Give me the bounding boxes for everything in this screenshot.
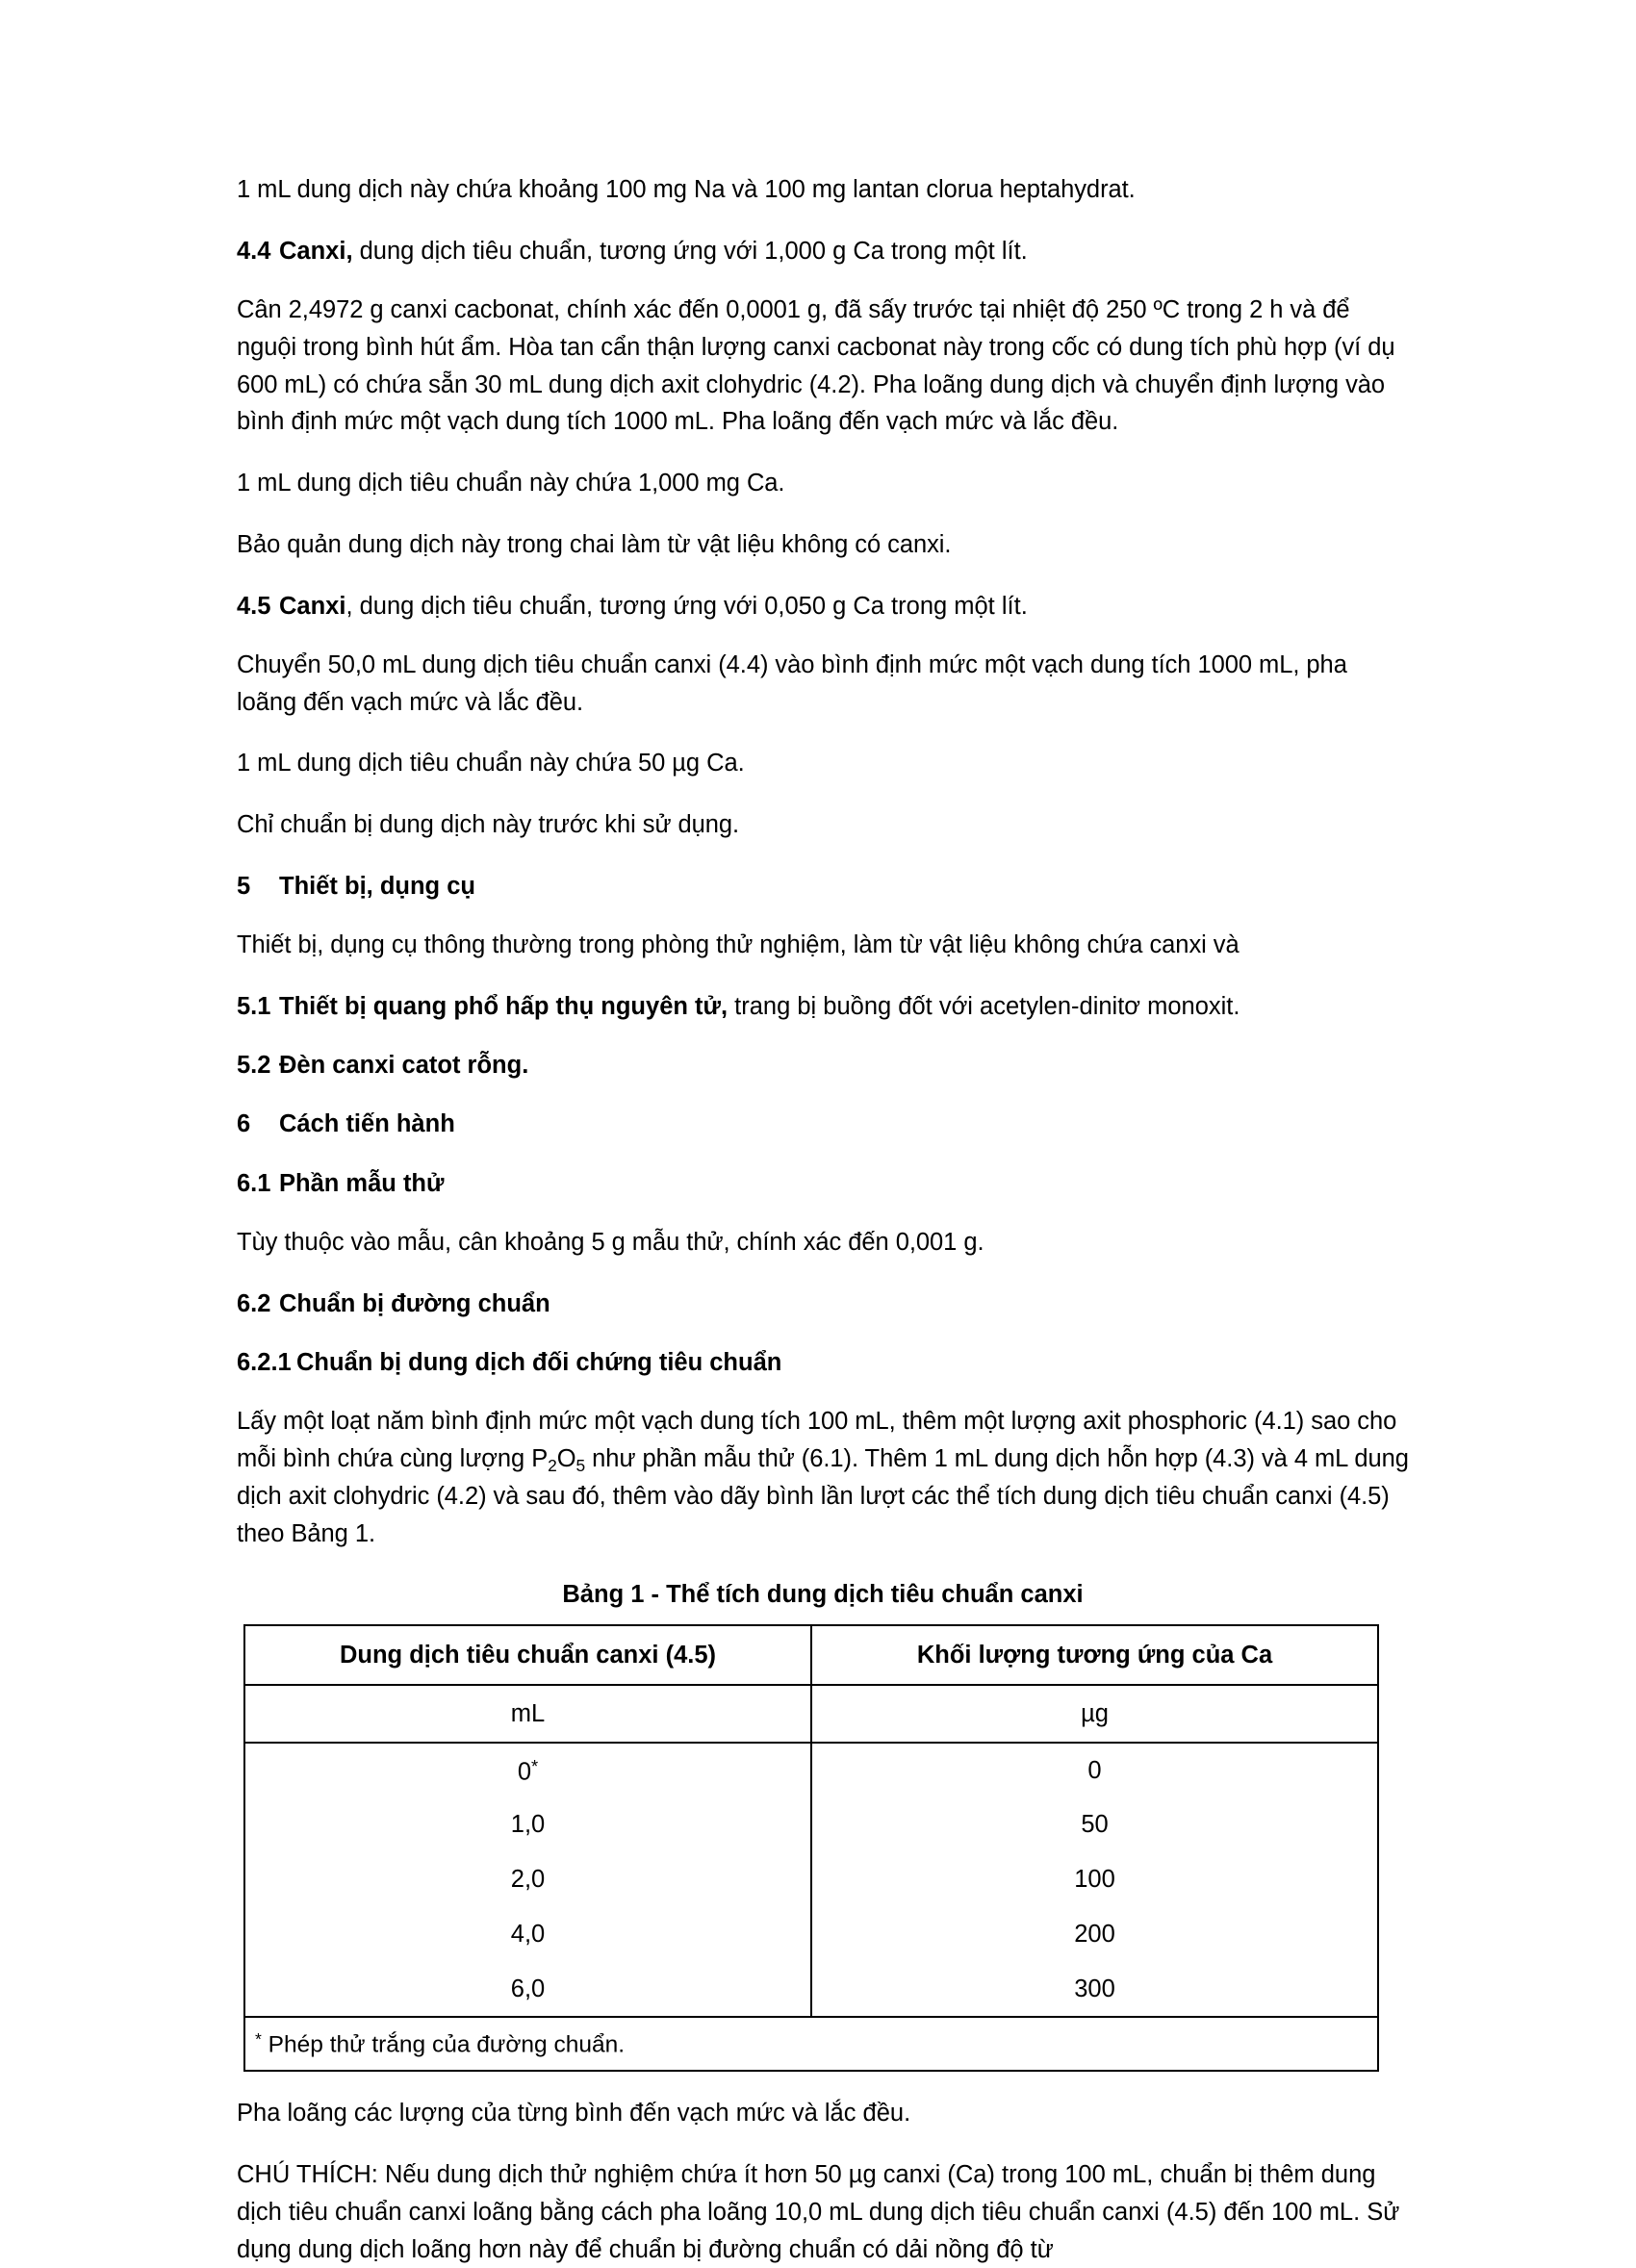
table-cell-mass: 100 bbox=[811, 1852, 1378, 1907]
section-5-1-description: trang bị buồng đốt với acetylen-dinitơ monoxit. bbox=[728, 992, 1240, 1020]
table-cell-volume: 0* bbox=[244, 1743, 811, 1797]
paragraph-5-body: Thiết bị, dụng cụ thông thường trong phòng thử nghiệm, làm từ vật liệu không chứa canxi và bbox=[237, 931, 1240, 958]
paragraph-4-4-procedure: Cân 2,4972 g canxi cacbonat, chính xác đến 0,0001 g, đã sấy trước tại nhiệt độ 250 ºC trong 2 h và để nguội trong bình hút ẩm. Hòa tan cẩn thận lượng canxi cacbonat này trong cốc có dung tích phù hợp (ví dụ 600 mL) có chứa sẵn 30 mL dung dịch axit clohydric (4.2). Pha loãng dung dịch và chuyển định lượng vào bình định mức một vạch dung tích 1000 mL. Pha loãng đến vạch mức và lắc đều. bbox=[237, 296, 1395, 436]
section-number-5-1: 5.1 bbox=[237, 992, 271, 1020]
section-5-2-heading bbox=[237, 1047, 1409, 1083]
calcium-standard-volume-table bbox=[243, 1624, 1379, 2072]
section-4-5-description: , dung dịch tiêu chuẩn, tương ứng với 0,050 g Ca trong một lít. bbox=[345, 592, 1028, 620]
table-cell-mass: 200 bbox=[811, 1907, 1378, 1962]
section-number-4-4: 4.4 bbox=[237, 237, 271, 265]
paragraph-4-5-procedure: Chuyển 50,0 mL dung dịch tiêu chuẩn canxi (4.4) vào bình định mức một vạch dung tích 1000 mL, pha loãng đến vạch mức và lắc đều. bbox=[237, 650, 1347, 716]
paragraph-4-4-concentration: 1 mL dung dịch tiêu chuẩn này chứa 1,000 mg Ca. bbox=[237, 470, 785, 497]
footnote-marker-icon: * bbox=[255, 2029, 262, 2050]
table-row bbox=[244, 1852, 1378, 1907]
table-cell-volume: 4,0 bbox=[244, 1907, 811, 1962]
table-caption: Bảng 1 - Thể tích dung dịch tiêu chuẩn canxi bbox=[562, 1581, 1084, 1609]
section-number-5-2: 5.2 bbox=[237, 1052, 271, 1079]
paragraph-6-1-body: Tùy thuộc vào mẫu, cân khoảng 5 g mẫu thử, chính xác đến 0,001 g. bbox=[237, 1228, 984, 1256]
table-cell-volume: 2,0 bbox=[244, 1852, 811, 1907]
section-5-1-heading bbox=[237, 988, 1409, 1025]
subscript-p2o5-two: 2 bbox=[548, 1455, 557, 1475]
section-5-heading bbox=[237, 868, 1409, 905]
section-number-6: 6 bbox=[237, 1110, 251, 1138]
paragraph-6-2-1-part-2: O bbox=[556, 1444, 576, 1472]
table-row bbox=[244, 1907, 1378, 1962]
table-row bbox=[244, 1797, 1378, 1852]
section-5-1-title: Thiết bị quang phổ hấp thụ nguyên tử, bbox=[279, 992, 729, 1020]
footnote-marker-icon: * bbox=[531, 1755, 539, 1776]
table-row bbox=[244, 1743, 1378, 1797]
paragraph-4-5-concentration: 1 mL dung dịch tiêu chuẩn này chứa 50 µg Ca. bbox=[237, 750, 745, 777]
section-number-6-2: 6.2 bbox=[237, 1289, 271, 1317]
section-6-1-heading bbox=[237, 1165, 1409, 1202]
section-6-2-1-heading bbox=[237, 1344, 1409, 1381]
table-cell-volume: 6,0 bbox=[244, 1962, 811, 2017]
table-row bbox=[244, 1962, 1378, 2017]
section-4-4-description: dung dịch tiêu chuẩn, tương ứng với 1,000 g Ca trong một lít. bbox=[352, 237, 1028, 265]
table-header-mass: Khối lượng tương ứng của Ca bbox=[811, 1625, 1378, 1685]
paragraph-after-table: Pha loãng các lượng của từng bình đến vạch mức và lắc đều. bbox=[237, 2100, 911, 2128]
section-6-title: Cách tiến hành bbox=[279, 1110, 455, 1138]
table-cell-mass: 0 bbox=[811, 1743, 1378, 1797]
paragraph-6-2-1-body bbox=[237, 1403, 1409, 1552]
section-6-heading bbox=[237, 1106, 1409, 1142]
section-number-6-1: 6.1 bbox=[237, 1169, 271, 1197]
table-header-volume: Dung dịch tiêu chuẩn canxi (4.5) bbox=[244, 1625, 811, 1685]
paragraph-intro-concentration: 1 mL dung dịch này chứa khoảng 100 mg Na và 100 mg lantan clorua heptahydrat. bbox=[237, 176, 1136, 203]
section-6-1-title: Phần mẫu thử bbox=[279, 1169, 445, 1197]
section-number-6-2-1: 6.2.1 bbox=[237, 1348, 292, 1376]
section-4-5-title: Canxi bbox=[279, 592, 346, 620]
section-6-2-heading bbox=[237, 1286, 1409, 1322]
table-footnote: * Phép thử trắng của đường chuẩn. bbox=[244, 2017, 1378, 2071]
paragraph-6-2-1-part-1: Lấy một loạt năm bình định mức một vạch dung tích 100 mL, thêm một lượng axit phosphoric (4.1) sao cho mỗi bình chứa cùng lượng P bbox=[237, 1408, 1397, 1472]
section-number-4-5: 4.5 bbox=[237, 592, 271, 620]
section-5-title: Thiết bị, dụng cụ bbox=[279, 872, 475, 900]
section-4-4-title: Canxi, bbox=[279, 237, 353, 265]
table-header-row bbox=[244, 1625, 1378, 1685]
paragraph-6-2-1-part-3: như phần mẫu thử (6.1). Thêm 1 mL dung dịch hỗn hợp (4.3) và 4 mL dung dịch axit clohydric (4.2) và sau đó, thêm vào dãy bình lần lượt các thể tích dung dịch tiêu chuẩn canxi (4.5) theo Bảng 1. bbox=[237, 1444, 1409, 1547]
table-unit-volume: mL bbox=[244, 1685, 811, 1743]
table-unit-row bbox=[244, 1685, 1378, 1743]
section-6-2-title: Chuẩn bị đường chuẩn bbox=[279, 1289, 550, 1317]
paragraph-4-5-preparation-note: Chỉ chuẩn bị dung dịch này trước khi sử dụng. bbox=[237, 811, 740, 838]
section-5-2-title: Đèn canxi catot rỗng. bbox=[279, 1052, 529, 1079]
section-4-4-heading bbox=[237, 233, 1409, 269]
table-cell-mass: 300 bbox=[811, 1962, 1378, 2017]
table-cell-mass: 50 bbox=[811, 1797, 1378, 1852]
paragraph-4-4-storage: Bảo quản dung dịch này trong chai làm từ vật liệu không có canxi. bbox=[237, 530, 952, 558]
subscript-p2o5-five: 5 bbox=[575, 1455, 586, 1475]
table-cell-volume: 1,0 bbox=[244, 1797, 811, 1852]
table-footnote-row bbox=[244, 2017, 1378, 2071]
paragraph-chu-thich-note: CHÚ THÍCH: Nếu dung dịch thử nghiệm chứa ít hơn 50 µg canxi (Ca) trong 100 mL, chuẩn bị thêm dung dịch tiêu chuẩn canxi loãng bằng cách pha loãng 10,0 mL dung dịch tiêu chuẩn canxi (4.5) đến 100 mL. Sử dụng dung dịch loãng hơn này để chuẩn bị đường chuẩn có dải nồng độ từ bbox=[237, 2161, 1400, 2263]
section-6-2-1-title: Chuẩn bị dung dịch đối chứng tiêu chuẩn bbox=[296, 1348, 782, 1376]
section-number-5: 5 bbox=[237, 872, 251, 900]
table-unit-mass: µg bbox=[811, 1685, 1378, 1743]
section-4-5-heading bbox=[237, 588, 1409, 624]
